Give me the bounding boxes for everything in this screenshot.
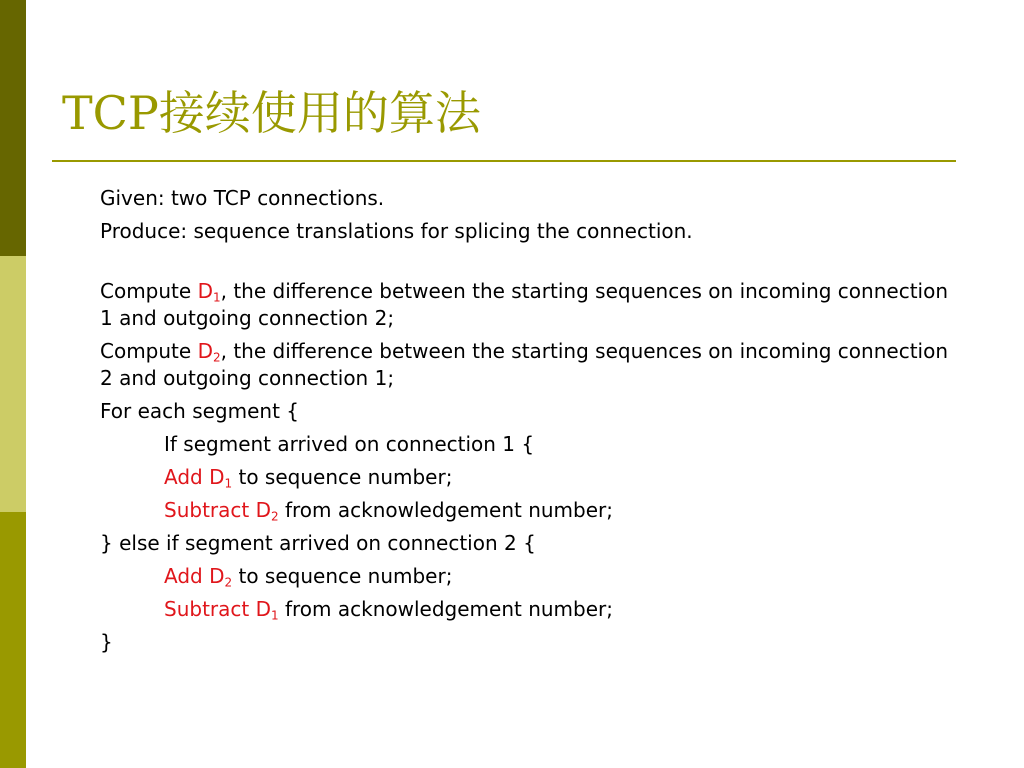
side-bar-top: [0, 0, 26, 256]
add-d2-rest: to sequence number;: [232, 564, 453, 588]
d2-var-letter: D: [197, 339, 213, 363]
add-d2-subscript: 2: [224, 575, 233, 590]
d2-variable: [198, 339, 221, 363]
compute-d1-rest: , the difference between the starting sequences on incoming connection 1 and outgoing connection 2;: [100, 279, 949, 330]
slide-body: [100, 185, 960, 656]
add-d1-line: [100, 464, 960, 491]
compute-d1-line: [100, 278, 960, 332]
compute-d2-line: [100, 338, 960, 392]
given-line: Given: two TCP connections.: [100, 186, 385, 210]
compute-d2-rest: , the difference between the starting sequences on incoming connection 2 and outgoing connection 1;: [100, 339, 949, 390]
add-d2-line: [100, 563, 960, 590]
add-d1-label: Add D: [164, 465, 225, 489]
subtract-d1-rest: from acknowledgement number;: [278, 597, 613, 621]
add-d2-label: Add D: [164, 564, 225, 588]
subtract-d2-rest: from acknowledgement number;: [278, 498, 613, 522]
d1-var-letter: D: [197, 279, 213, 303]
title-underline: [52, 160, 956, 162]
if-conn1-line: If segment arrived on connection 1 {: [164, 432, 535, 456]
for-each-line: For each segment {: [100, 399, 300, 423]
d1-variable: [198, 279, 221, 303]
subtract-d1-label: Subtract D: [164, 597, 271, 621]
subtract-d1-subscript: 1: [270, 608, 279, 623]
add-d1-subscript: 1: [224, 476, 233, 491]
subtract-d2-subscript: 2: [270, 509, 279, 524]
d2-subscript: 2: [212, 350, 221, 365]
add-d1-keyword: [164, 465, 232, 489]
side-bar-bottom: [0, 512, 26, 768]
subtract-d2-line: [100, 497, 960, 524]
side-bar-middle: [0, 256, 26, 512]
compute-d2-prefix: Compute: [100, 339, 198, 363]
add-d1-rest: to sequence number;: [232, 465, 453, 489]
subtract-d2-label: Subtract D: [164, 498, 271, 522]
compute-d1-prefix: Compute: [100, 279, 198, 303]
else-if-line: } else if segment arrived on connection 2 {: [100, 531, 536, 555]
subtract-d1-line: [100, 596, 960, 623]
add-d2-keyword: [164, 564, 232, 588]
closing-brace-line: }: [100, 630, 113, 654]
subtract-d2-keyword: [164, 498, 279, 522]
d1-subscript: 1: [212, 290, 221, 305]
produce-line: Produce: sequence translations for splicing the connection.: [100, 219, 693, 243]
subtract-d1-keyword: [164, 597, 279, 621]
slide-title: TCP接续使用的算法: [62, 86, 481, 140]
